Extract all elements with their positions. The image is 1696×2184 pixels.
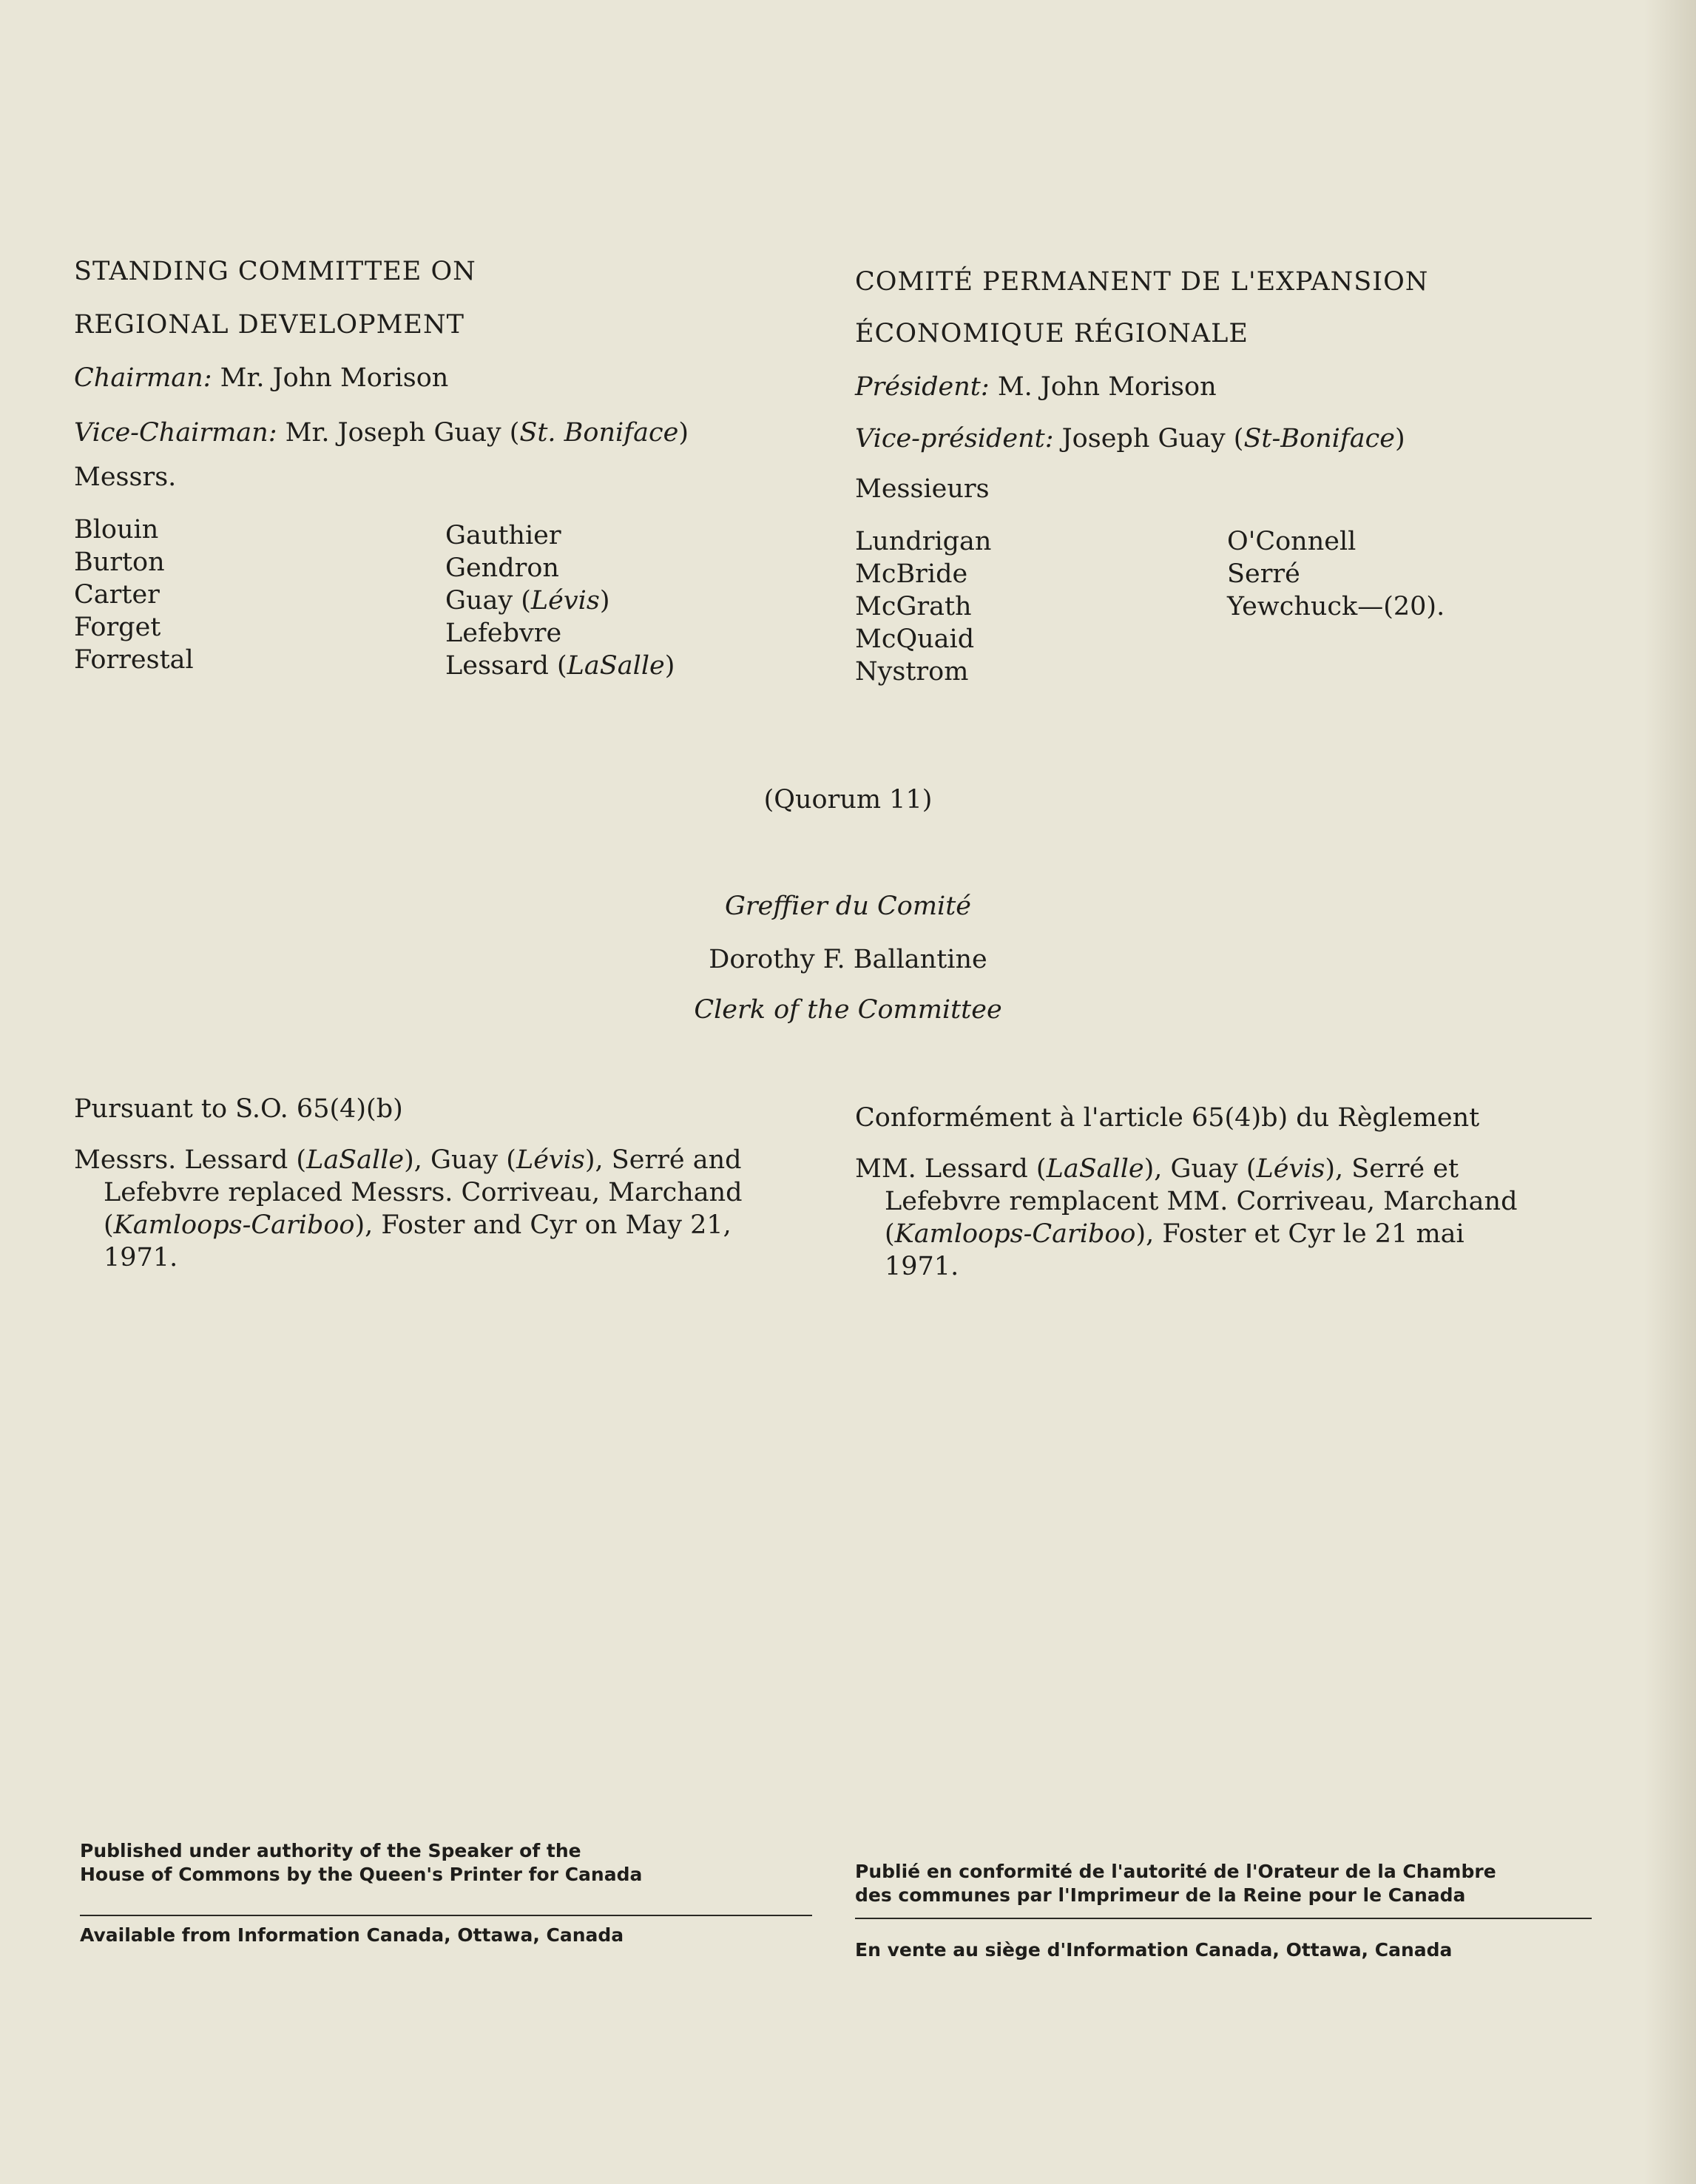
greffier-line: Greffier du Comité [724,892,972,921]
en-vente-notice: En vente au siège d'Information Canada, Ottawa, Canada [855,1939,1453,1961]
clerk-name: Dorothy F. Ballantine [709,945,987,974]
french-vice-president-line [855,426,1405,452]
vice-chairman-label: Vice-Chairman: [74,418,277,448]
english-replacement-paragraph: Messrs. Lessard (LaSalle), Guay (Lévis), Serré and Lefebvre replaced Messrs. Corriveau, Marchand (Kamloops-Cariboo), Foster and Cyr on May 21, 1971. [74,1145,743,1273]
member-name: Gauthier [445,521,561,550]
published-notice: Published under authority of the Speaker of the House of Commons by the Queen's Printer for Canada [80,1840,643,1885]
french-president-line [855,374,1217,400]
member-name-guay-levis: Guay (Lévis) [445,586,610,616]
chairman-name: Mr. John Morison [220,363,449,393]
member-name: Lefebvre [445,619,562,648]
clerk-of-committee-line: Clerk of the Committee [694,995,1002,1025]
page-edge-shadow [1644,0,1696,2184]
member-name: Burton [74,547,165,577]
pursuant-line: Pursuant to S.O. 65(4)(b) [74,1094,403,1124]
member-name: Forrestal [74,645,194,675]
members-column-4 [1227,525,1445,623]
president-label: Président: [855,372,990,402]
member-name-lessard: Lessard (LaSalle) [445,651,675,681]
member-name: McQuaid [855,624,975,654]
english-committee-title-line1: STANDING COMMITTEE ON [74,257,476,286]
french-committee-title-line2: ÉCONOMIQUE RÉGIONALE [855,319,1249,348]
member-name: Forget [74,613,161,642]
french-notice-rule [855,1918,1592,1919]
conformement-line: Conformément à l'article 65(4)b) du Règlement [855,1103,1480,1133]
french-replacement-paragraph: MM. Lessard (LaSalle), Guay (Lévis), Serré et Lefebvre remplacent MM. Corriveau, Marchand (Kamloops-Cariboo), Foster et Cyr le 21 mai 1971. [855,1154,1518,1281]
french-committee-title-line1: COMITÉ PERMANENT DE L'EXPANSION [855,267,1429,297]
president-name: M. John Morison [997,372,1217,402]
member-name: Lundrigan [855,527,992,556]
member-name: Gendron [445,553,559,583]
member-name: Yewchuck—(20). [1227,592,1445,621]
french-members-heading: Messieurs [855,474,990,504]
vice-president-label: Vice-président: [855,424,1054,454]
members-column-3 [855,525,991,688]
members-column-2 [445,519,675,682]
vice-chairman-riding: St. Boniface [519,418,679,448]
available-notice: Available from Information Canada, Ottawa, Canada [80,1924,624,1946]
english-vice-chairman-line [74,420,689,446]
member-name: Blouin [74,515,159,545]
member-name: McGrath [855,592,972,621]
member-name: Nystrom [855,657,969,687]
vice-president-riding: St-Boniface [1243,424,1395,454]
members-column-1 [74,513,194,676]
member-name: O'Connell [1227,527,1357,556]
publie-notice: Publié en conformité de l'autorité de l'Orateur de la Chambre des communes par l'Imprimeur de la Reine pour le Canada [855,1861,1496,1906]
vice-chairman-name: Mr. Joseph Guay ( [285,418,520,448]
member-name: Carter [74,580,160,610]
member-name: Serré [1227,559,1300,589]
quorum-line: (Quorum 11) [763,785,933,815]
english-notice-rule [80,1915,812,1916]
vice-president-close: ) [1394,424,1405,454]
english-chairman-line [74,365,448,391]
english-committee-title-line2: REGIONAL DEVELOPMENT [74,310,464,340]
vice-president-name: Joseph Guay ( [1061,424,1244,454]
chairman-label: Chairman: [74,363,212,393]
member-name: McBride [855,559,968,589]
english-members-heading: Messrs. [74,462,177,492]
vice-chairman-close: ) [678,418,689,448]
